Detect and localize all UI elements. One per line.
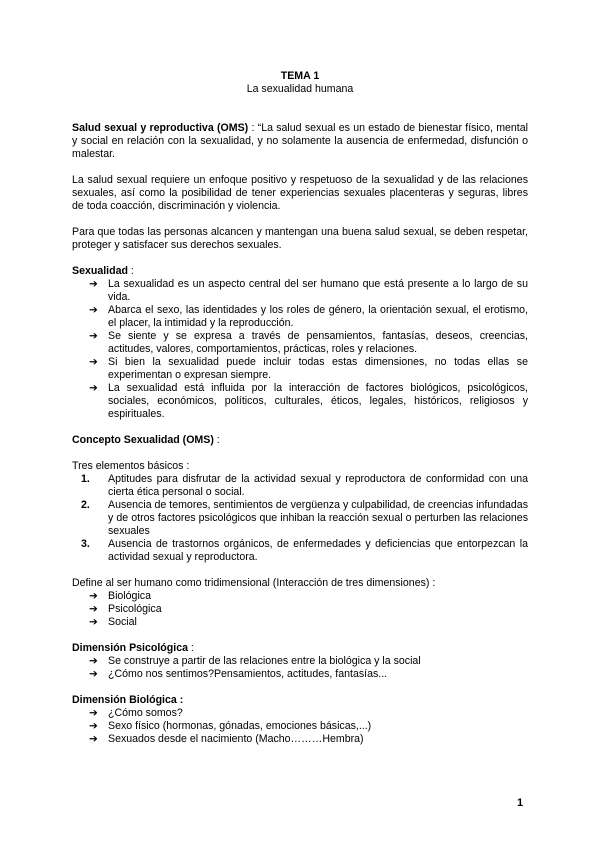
document-body [72,70,528,746]
document-subtitle: La sexualidad humana [246,83,354,95]
biologica-list [72,707,528,746]
arrow-icon: ➔ [89,668,98,680]
intro-paragraph [72,122,528,161]
dimensions-list [72,590,528,629]
paragraph-derechos: Para que todas las personas alcancen y mantengan una buena salud sexual, se deben respetar, proteger y satisfacer sus derechos sexuales. [72,226,528,251]
arrow-icon: ➔ [89,733,98,745]
arrow-icon: ➔ [89,278,98,290]
sexualidad-list [72,278,528,421]
list-item: ➔ Si bien la sexualidad puede incluir todas estas dimensiones, no todas ellas se experimentan o expresan siempre. [89,356,528,381]
list-item: ➔ ¿Cómo nos sentimos?Pensamientos, actitudes, fantasías... [89,668,388,680]
concepto-intro: Tres elementos básicos : [72,460,190,472]
list-item: ➔ La sexualidad es un aspecto central del ser humano que está presente a lo largo de su vida. [89,278,528,303]
psicologica-list [72,655,528,681]
list-item: 1. Aptitudes para disfrutar de la actividad sexual y reproductora de conformidad con una cierta ética personal o social. [81,473,528,498]
list-item: ➔ Se siente y se expresa a través de pensamientos, fantasías, deseos, creencias, actitudes, valores, comportamientos, prácticas, roles y relaciones. [89,330,528,355]
arrow-icon: ➔ [89,707,98,719]
arrow-icon: ➔ [89,655,98,667]
arrow-icon: ➔ [89,330,98,342]
page-number: 1 [517,797,524,809]
concepto-heading: Concepto Sexualidad (OMS) : [72,434,220,446]
arrow-icon: ➔ [89,590,98,602]
biologica-heading: Dimensión Biológica : [72,694,184,706]
arrow-icon: ➔ [89,304,98,316]
arrow-icon: ➔ [89,720,98,732]
arrow-icon: ➔ [89,356,98,368]
list-item: ➔ Abarca el sexo, las identidades y los roles de género, la orientación sexual, el erotismo, el placer, la intimidad y la reproducción. [89,304,528,329]
list-item: ➔ Biológica [89,590,151,602]
list-item: ➔ Sexuados desde el nacimiento (Macho………Hembra) [89,733,364,745]
concepto-list [72,473,528,564]
list-item: ➔ Social [89,616,137,628]
arrow-icon: ➔ [89,603,98,615]
sexualidad-heading: Sexualidad : [72,265,134,277]
arrow-icon: ➔ [89,616,98,628]
list-item: 3. Ausencia de trastornos orgánicos, de enfermedades y deficiencias que entorpezcan la actividad sexual y reproductora. [81,538,528,563]
psicologica-heading: Dimensión Psicológica : [72,642,194,654]
document-title: TEMA 1 [280,70,320,82]
list-item: ➔ Sexo físico (hormonas, gónadas, emociones básicas,...) [89,720,372,732]
intro-label: Salud sexual y reproductiva (OMS) [72,122,249,134]
list-item: 2. Ausencia de temores, sentimientos de vergüenza y culpabilidad, de creencias infundadas y de otros factores psicológicos que inhiban la reacción sexual o perturben las relaciones sexuales [81,499,528,537]
define-intro: Define al ser humano como tridimensional (Interacción de tres dimensiones) : [72,577,436,589]
intro-text: : “La salud sexual es un estado de bienestar físico, mental y social en relación con la sexualidad, y no solamente la ausencia de enfermedad, disfunción o malestar. [72,122,528,160]
list-item: ➔ La sexualidad está influida por la interacción de factores biológicos, psicológicos, sociales, económicos, políticos, culturales, éticos, legales, históricos, religiosos y espirituales. [89,382,528,420]
arrow-icon: ➔ [89,382,98,394]
list-item: ➔ ¿Cómo somos? [89,707,183,719]
list-item: ➔ Se construye a partir de las relaciones entre la biológica y la social [89,655,421,667]
list-item: ➔ Psicológica [89,603,162,615]
paragraph-enfoque: La salud sexual requiere un enfoque positivo y respetuoso de la sexualidad y de las relaciones sexuales, así como la posibilidad de tener experiencias sexuales placenteras y seguras, libres de toda coacción, discriminación y violencia. [72,174,528,212]
